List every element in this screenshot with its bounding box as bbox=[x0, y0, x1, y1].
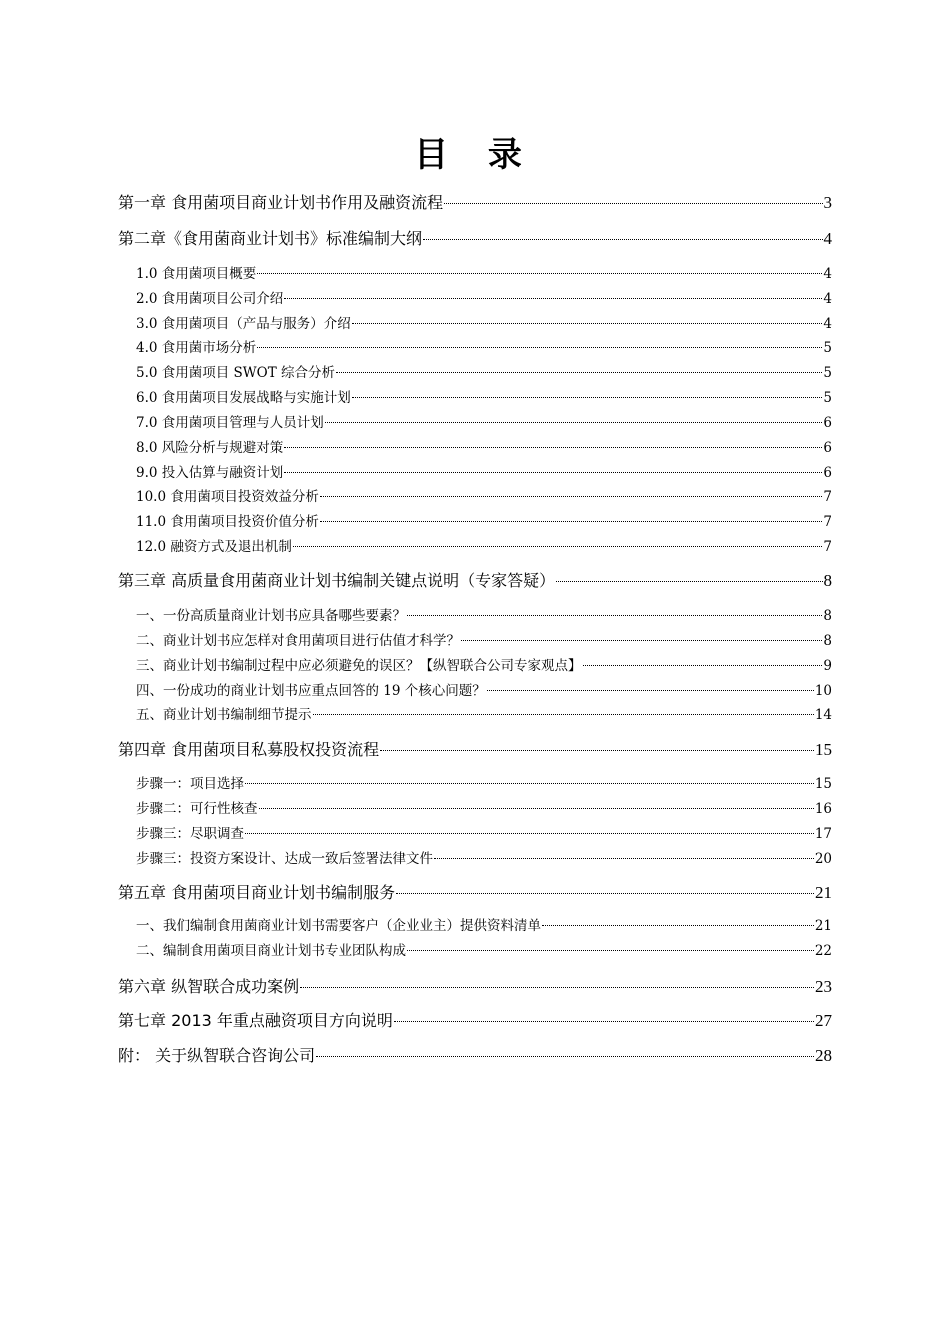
toc-dot-leader bbox=[380, 750, 814, 751]
toc-entry-label: 第二章《食用菌商业计划书》标准编制大纲 bbox=[118, 229, 423, 248]
toc-entry-label: 三、商业计划书编制过程中应必须避免的误区？【纵智联合公司专家观点】 bbox=[136, 658, 582, 674]
toc-page-number: 10 bbox=[814, 683, 832, 699]
toc-entry-label: 5.0 食用菌项目 SWOT 综合分析 bbox=[136, 365, 336, 381]
toc-dot-leader bbox=[284, 447, 822, 448]
toc-page-number: 3 bbox=[823, 193, 832, 212]
toc-dot-leader bbox=[336, 372, 822, 373]
toc-entry-label: 9.0 投入估算与融资计划 bbox=[136, 465, 284, 481]
toc-dot-leader bbox=[556, 581, 822, 582]
toc-dot-leader bbox=[320, 521, 823, 522]
toc-dot-leader bbox=[487, 690, 814, 691]
toc-entry-label: 四、一份成功的商业计划书应重点回答的 19 个核心问题？ bbox=[136, 683, 486, 699]
toc-page-number: 14 bbox=[814, 707, 832, 723]
toc-dot-leader bbox=[423, 239, 822, 240]
toc-section-entry[interactable] bbox=[136, 703, 832, 723]
toc-page-number: 7 bbox=[823, 514, 832, 530]
toc-page-number: 21 bbox=[815, 883, 832, 902]
toc-section-entry[interactable] bbox=[136, 262, 832, 282]
toc-entry-label: 11.0 食用菌项目投资价值分析 bbox=[136, 514, 319, 530]
toc-entry-label: 五、商业计划书编制细节提示 bbox=[136, 707, 312, 723]
toc-page-number: 5 bbox=[823, 390, 832, 406]
toc-page-number: 4 bbox=[823, 266, 832, 282]
toc-section-entry[interactable] bbox=[136, 461, 832, 481]
toc-entry-label: 二、商业计划书应怎样对食用菌项目进行估值才科学？ bbox=[136, 633, 460, 649]
toc-page-number: 5 bbox=[823, 365, 832, 381]
toc-page-number: 15 bbox=[815, 740, 832, 759]
toc-chapter-entry[interactable] bbox=[118, 737, 832, 760]
toc-dot-leader bbox=[394, 1021, 814, 1022]
toc-entry-label: 3.0 食用菌项目（产品与服务）介绍 bbox=[136, 316, 351, 332]
toc-page-number: 17 bbox=[814, 826, 832, 842]
toc-entry-label: 二、编制食用菌项目商业计划书专业团队构成 bbox=[136, 943, 406, 959]
toc-entry-label: 第七章 2013 年重点融资项目方向说明 bbox=[118, 1011, 393, 1030]
toc-section-entry[interactable] bbox=[136, 679, 832, 699]
toc-dot-leader bbox=[325, 422, 823, 423]
toc-page-number: 8 bbox=[823, 608, 832, 624]
toc-dot-leader bbox=[300, 987, 814, 988]
toc-entry-label: 第一章 食用菌项目商业计划书作用及融资流程 bbox=[118, 193, 444, 212]
toc-dot-leader bbox=[293, 546, 823, 547]
toc-dot-leader bbox=[407, 615, 822, 616]
toc-page-number: 9 bbox=[823, 658, 832, 674]
toc-page-number: 15 bbox=[814, 776, 832, 792]
toc-entry-label: 步骤三：尽职调查 bbox=[136, 826, 244, 842]
toc-entry-label: 2.0 食用菌项目公司介绍 bbox=[136, 291, 284, 307]
toc-section-entry[interactable] bbox=[136, 914, 832, 934]
toc-dot-leader bbox=[352, 323, 823, 324]
toc-dot-leader bbox=[257, 347, 822, 348]
toc-section-entry[interactable] bbox=[136, 535, 832, 555]
toc-dot-leader bbox=[245, 833, 814, 834]
toc-page-number: 8 bbox=[823, 571, 832, 590]
toc-entry-label: 4.0 食用菌市场分析 bbox=[136, 340, 257, 356]
toc-page-number: 8 bbox=[823, 633, 832, 649]
toc-page-number: 20 bbox=[814, 851, 832, 867]
toc-dot-leader bbox=[444, 203, 822, 204]
toc-page-number: 6 bbox=[823, 415, 832, 431]
toc-dot-leader bbox=[352, 397, 823, 398]
toc-page-number: 4 bbox=[823, 316, 832, 332]
toc-dot-leader bbox=[284, 472, 822, 473]
toc-chapter-entry[interactable] bbox=[118, 880, 832, 903]
toc-entry-label: 第四章 食用菌项目私募股权投资流程 bbox=[118, 740, 380, 759]
toc-section-entry[interactable] bbox=[136, 604, 832, 624]
toc-entry-label: 8.0 风险分析与规避对策 bbox=[136, 440, 284, 456]
toc-section-entry[interactable] bbox=[136, 822, 832, 842]
toc-entry-label: 7.0 食用菌项目管理与人员计划 bbox=[136, 415, 324, 431]
toc-section-entry[interactable] bbox=[136, 287, 832, 307]
toc-page-number: 6 bbox=[823, 465, 832, 481]
toc-dot-leader bbox=[434, 858, 814, 859]
toc-entry-label: 6.0 食用菌项目发展战略与实施计划 bbox=[136, 390, 351, 406]
toc-chapter-entry[interactable] bbox=[118, 226, 832, 249]
toc-entry-label: 12.0 融资方式及退出机制 bbox=[136, 539, 292, 555]
toc-entry-label: 步骤二：可行性核查 bbox=[136, 801, 258, 817]
toc-page-number: 4 bbox=[823, 291, 832, 307]
toc-section-entry[interactable] bbox=[136, 436, 832, 456]
toc-page-number: 7 bbox=[823, 489, 832, 505]
toc-section-entry[interactable] bbox=[136, 939, 832, 959]
toc-section-entry[interactable] bbox=[136, 847, 832, 867]
toc-chapter-entry[interactable] bbox=[118, 568, 832, 591]
toc-page-number: 28 bbox=[815, 1046, 832, 1065]
toc-page-number: 6 bbox=[823, 440, 832, 456]
toc-entry-label: 1.0 食用菌项目概要 bbox=[136, 266, 257, 282]
toc-page-number: 22 bbox=[814, 943, 832, 959]
toc-entry-label: 一、我们编制食用菌商业计划书需要客户（企业业主）提供资料清单 bbox=[136, 918, 541, 934]
toc-dot-leader bbox=[284, 298, 822, 299]
toc-entry-label: 第五章 食用菌项目商业计划书编制服务 bbox=[118, 883, 396, 902]
toc-section-entry[interactable] bbox=[136, 312, 832, 332]
toc-dot-leader bbox=[320, 496, 823, 497]
toc-dot-leader bbox=[245, 783, 814, 784]
toc-page-number: 7 bbox=[823, 539, 832, 555]
toc-entry-label: 步骤一：项目选择 bbox=[136, 776, 244, 792]
toc-section-entry[interactable] bbox=[136, 629, 832, 649]
toc-entry-label: 10.0 食用菌项目投资效益分析 bbox=[136, 489, 319, 505]
toc-dot-leader bbox=[257, 273, 822, 274]
toc-dot-leader bbox=[583, 665, 823, 666]
toc-dot-leader bbox=[542, 925, 814, 926]
toc-dot-leader bbox=[461, 640, 822, 641]
toc-page-number: 27 bbox=[815, 1011, 832, 1030]
toc-dot-leader bbox=[313, 714, 814, 715]
toc-entry-label: 第六章 纵智联合成功案例 bbox=[118, 977, 300, 996]
toc-dot-leader bbox=[407, 950, 814, 951]
toc-page-number: 23 bbox=[815, 977, 832, 996]
toc-entry-label: 步骤三：投资方案设计、达成一致后签署法律文件 bbox=[136, 851, 433, 867]
toc-dot-leader bbox=[259, 808, 814, 809]
toc-page-number: 4 bbox=[823, 229, 832, 248]
toc-entry-label: 一、一份高质量商业计划书应具备哪些要素？ bbox=[136, 608, 406, 624]
toc-chapter-entry[interactable] bbox=[118, 974, 832, 997]
toc-entry-label: 第三章 高质量食用菌商业计划书编制关键点说明（专家答疑） bbox=[118, 571, 556, 590]
toc-section-entry[interactable] bbox=[136, 797, 832, 817]
toc-section-entry[interactable] bbox=[136, 772, 832, 792]
toc-page-number: 16 bbox=[814, 801, 832, 817]
toc-title: 目 录 bbox=[414, 135, 536, 175]
toc-section-entry[interactable] bbox=[136, 485, 832, 505]
toc-dot-leader bbox=[396, 893, 814, 894]
toc-entry-label: 附： 关于纵智联合咨询公司 bbox=[118, 1046, 316, 1065]
toc-section-entry[interactable] bbox=[136, 654, 832, 674]
toc-page-number: 5 bbox=[823, 340, 832, 356]
toc-chapter-entry[interactable] bbox=[118, 1008, 832, 1031]
toc-page-number: 21 bbox=[814, 918, 832, 934]
toc-dot-leader bbox=[316, 1056, 814, 1057]
toc-section-entry[interactable] bbox=[136, 510, 832, 530]
toc-section-entry[interactable] bbox=[136, 361, 832, 381]
toc-section-entry[interactable] bbox=[136, 411, 832, 431]
toc-chapter-entry[interactable] bbox=[118, 190, 832, 213]
toc-section-entry[interactable] bbox=[136, 336, 832, 356]
toc-section-entry[interactable] bbox=[136, 386, 832, 406]
toc-chapter-entry[interactable] bbox=[118, 1043, 832, 1066]
